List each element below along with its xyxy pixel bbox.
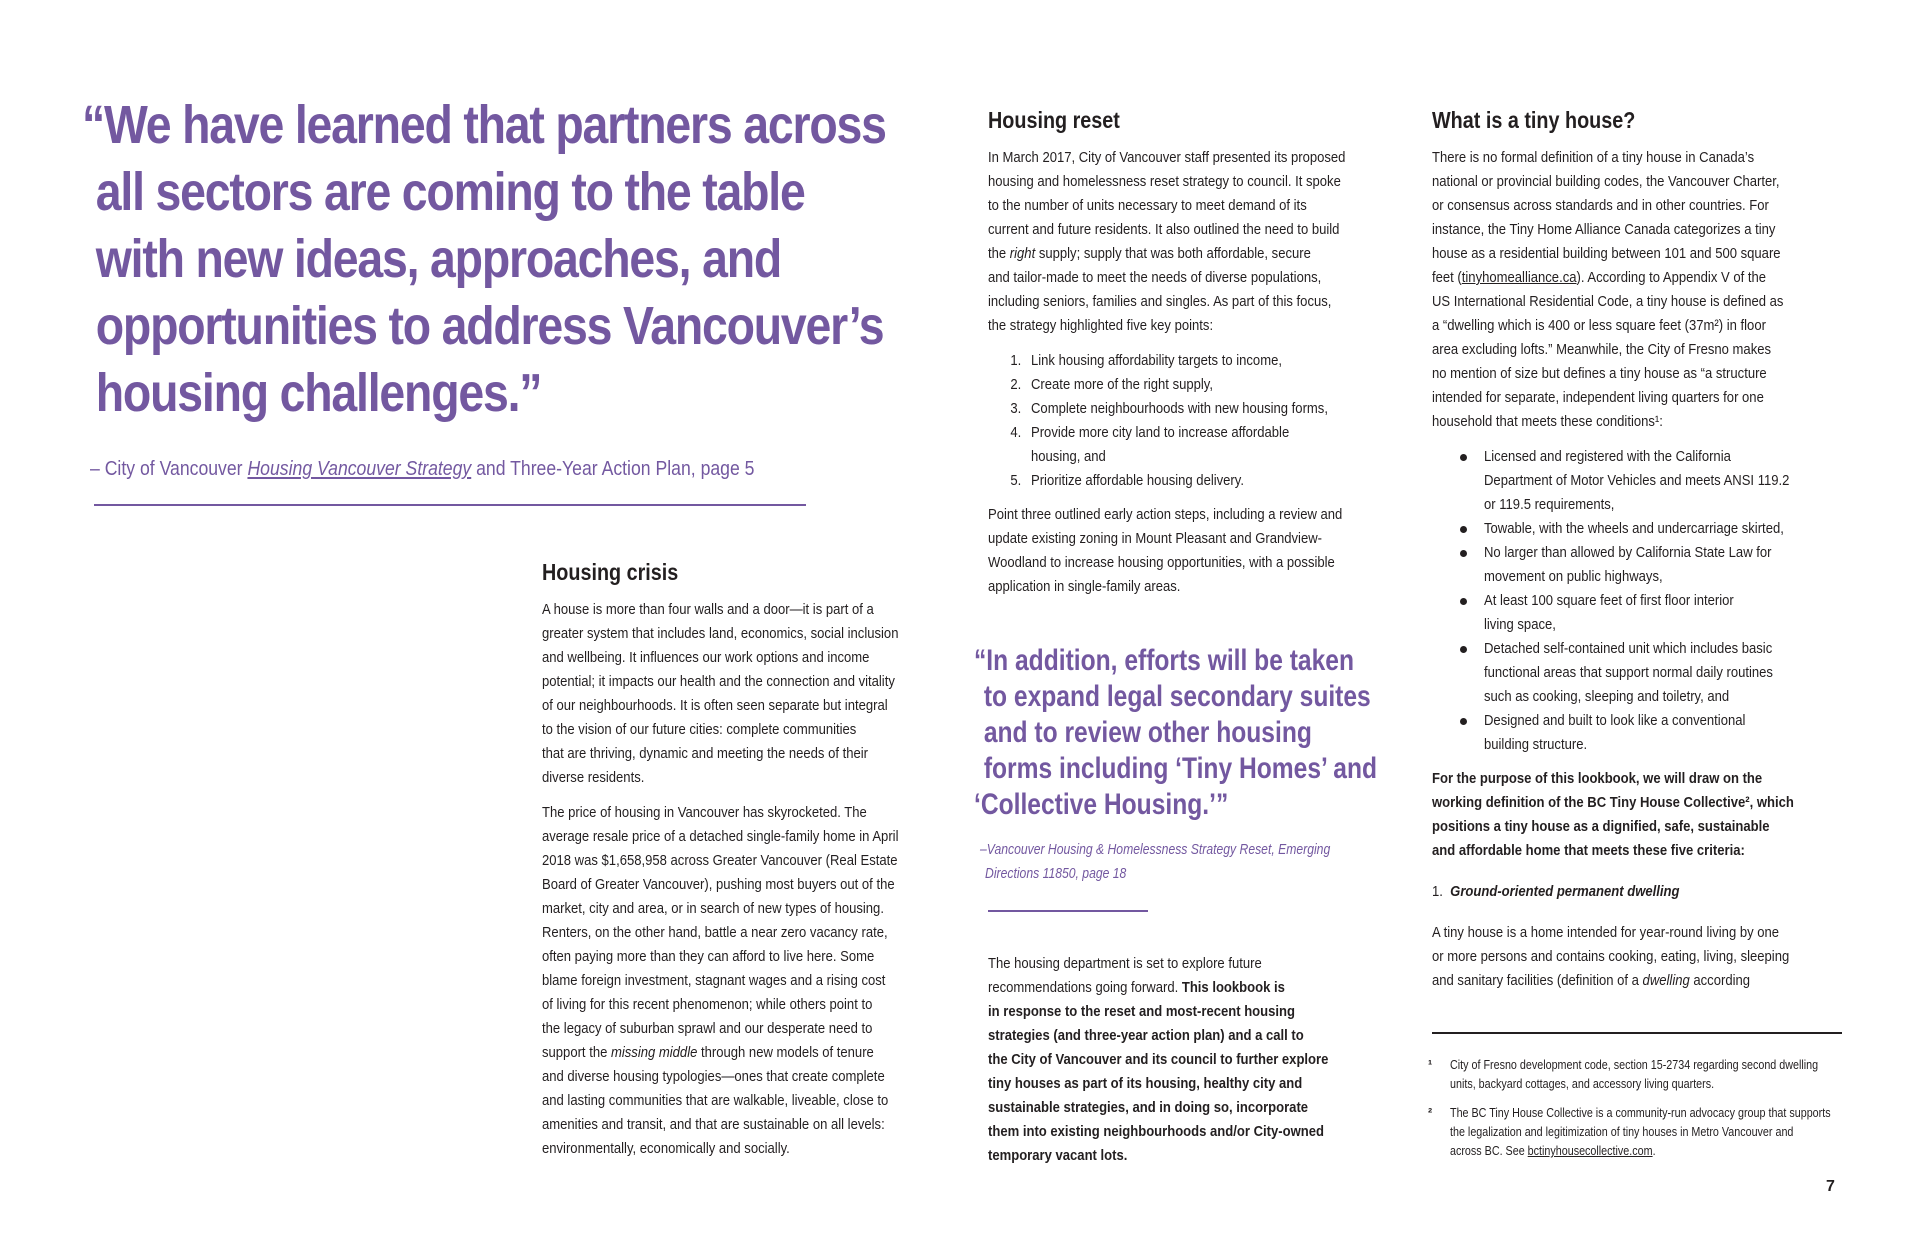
footnote-number: ¹: [1428, 1058, 1433, 1072]
text-line: household that meets these conditions¹:: [1432, 413, 1663, 430]
text-line: A house is more than four walls and a door—it is part of a: [542, 601, 874, 618]
quote-line: and to review other housing: [983, 716, 1312, 749]
bold-run: This lookbook is: [1181, 979, 1285, 996]
criterion-number: 1.: [1432, 883, 1443, 900]
text-line: [542, 1041, 903, 1065]
key-point-text: Provide more city land to increase affordable: [1031, 424, 1290, 441]
text-line: 2018 was $1,658,958 across Greater Vancouver (Real Estate: [542, 852, 898, 869]
pull-quote: [82, 92, 962, 427]
quote-line: to expand legal secondary suites: [983, 680, 1371, 713]
key-point-number: 4.: [1010, 424, 1022, 441]
housing-crisis-paragraph-2: [542, 801, 962, 1161]
attribution-prefix: – City of Vancouver: [90, 457, 248, 480]
text-line: [1432, 266, 1810, 290]
text-line: blame foreign investment, stagnant wages and a rising cost: [542, 972, 886, 989]
text-line: and lasting communities that are walkable, liveable, close to: [542, 1092, 889, 1109]
text-line: [988, 242, 1349, 266]
condition-text: functional areas that support normal daily routines: [1484, 664, 1773, 681]
text-line: diverse residents.: [542, 769, 645, 786]
text-line: temporary vacant lots.: [988, 1147, 1128, 1164]
text-line: instance, the Tiny Home Alliance Canada categorizes a tiny: [1432, 221, 1776, 238]
emphasis: dwelling: [1642, 972, 1690, 989]
text-run: feet (: [1432, 269, 1462, 286]
text-line: City of Fresno development code, section 15-2734 regarding second dwelling: [1450, 1058, 1819, 1072]
key-point-item: [988, 469, 1349, 493]
condition-item-continuation: [1432, 733, 1872, 757]
condition-text: Designed and built to look like a conventional: [1484, 712, 1746, 729]
text-line: to the vision of our future cities: complete communities: [542, 721, 857, 738]
bullet-icon: [1460, 550, 1467, 557]
condition-item: [1432, 589, 1872, 613]
pull-quote-line: all sectors are coming to the table: [95, 162, 805, 222]
footnote-1: [1428, 1056, 1858, 1094]
text-line: [1432, 969, 1810, 993]
text-line: [1450, 1142, 1801, 1161]
pull-quote-line: opportunities to address Vancouver’s: [95, 296, 884, 356]
text-line: environmentally, economically and socially.: [542, 1140, 790, 1157]
pull-quote-line: with new ideas, approaches, and: [95, 229, 782, 289]
pull-quote-rule: [94, 504, 806, 506]
housing-reset-paragraph-1: [988, 146, 1408, 338]
text-line: strategies (and three-year action plan) and a call to: [988, 1027, 1304, 1044]
text-line: intended for separate, independent living quarters for one: [1432, 389, 1764, 406]
housing-crisis-paragraph-1: [542, 598, 962, 790]
key-point-number: 3.: [1010, 400, 1022, 417]
text-line: national or provincial building codes, the Vancouver Charter,: [1432, 173, 1780, 190]
text-line: current and future residents. It also outlined the need to build: [988, 221, 1340, 238]
tiny-house-paragraph-1: [1432, 146, 1872, 434]
text-line: that are thriving, dynamic and meeting the needs of their: [542, 745, 869, 762]
text-line: In March 2017, City of Vancouver staff presented its proposed: [988, 149, 1346, 166]
text-line: often paying more than they can afford to live here. Some: [542, 948, 875, 965]
key-points-list: [988, 349, 1408, 493]
secondary-quote-rule: [988, 910, 1148, 912]
text-line: Renters, on the other hand, battle a near zero vacancy rate,: [542, 924, 888, 941]
condition-item: [1432, 517, 1872, 541]
text-line: greater system that includes land, economics, social inclusion: [542, 625, 899, 642]
text-run: across BC. See: [1450, 1144, 1528, 1158]
text-line: to the number of units necessary to meet demand of its: [988, 197, 1307, 214]
condition-text: At least 100 square feet of first floor interior: [1484, 592, 1734, 609]
key-point-item: [988, 349, 1349, 373]
text-line: amenities and transit, and that are sustainable on all levels:: [542, 1116, 885, 1133]
text-run: and sanitary facilities (definition of a: [1432, 972, 1643, 989]
text-line: a “dwelling which is 400 or less square feet (37m²) in floor: [1432, 317, 1766, 334]
text-line: them into existing neighbourhoods and/or City-owned: [988, 1123, 1324, 1140]
text-line: The BC Tiny House Collective is a community-run advocacy group that supports: [1450, 1106, 1831, 1120]
condition-item: [1432, 541, 1872, 565]
text-line: of our neighbourhoods. It is often seen separate but integral: [542, 697, 888, 714]
quote-line: ‘Collective Housing.’”: [974, 788, 1229, 821]
text-line: and wellbeing. It influences our work options and income: [542, 649, 870, 666]
condition-text: building structure.: [1484, 736, 1588, 753]
key-point-text: housing, and: [1031, 448, 1106, 465]
key-point-number: 1.: [1010, 352, 1022, 369]
page-number: 7: [1826, 1178, 1835, 1195]
key-point-text: Link housing affordability targets to income,: [1031, 352, 1282, 369]
text-line: Woodland to increase housing opportunities, with a possible: [988, 554, 1335, 571]
tiny-house-paragraph-2: [1432, 921, 1872, 993]
housing-reset-paragraph-2: [988, 503, 1408, 599]
text-line: For the purpose of this lookbook, we will draw on the: [1432, 770, 1763, 787]
text-run: through new models of tenure: [697, 1044, 874, 1061]
criterion-1: [1432, 880, 1872, 904]
text-line: working definition of the BC Tiny House Collective², which: [1432, 794, 1794, 811]
pull-quote-attribution: [90, 457, 755, 481]
key-point-item: [988, 373, 1349, 397]
text-run: ). According to Appendix V of the: [1576, 269, 1767, 286]
text-line: the legalization and legitimization of tiny houses in Metro Vancouver and: [1450, 1125, 1794, 1139]
conditions-list: [1432, 445, 1872, 757]
condition-text: or 119.5 requirements,: [1484, 496, 1615, 513]
key-point-number: 2.: [1010, 376, 1022, 393]
text-run: supply; supply that was both affordable, secure: [1035, 245, 1311, 262]
text-line: of living for this recent phenomenon; while others point to: [542, 996, 873, 1013]
condition-text: Towable, with the wheels and undercarriage skirted,: [1484, 520, 1784, 537]
bullet-icon: [1460, 598, 1467, 605]
text-line: The housing department is set to explore future: [988, 955, 1262, 972]
condition-item-continuation: [1432, 613, 1872, 637]
pull-quote-line: housing challenges.”: [95, 363, 542, 423]
bullet-icon: [1460, 454, 1467, 461]
quote-line: forms including ‘Tiny Homes’ and: [983, 752, 1378, 785]
emphasis: right: [1009, 245, 1036, 262]
condition-text: Department of Motor Vehicles and meets ANSI 119.2: [1484, 472, 1790, 489]
text-line: application in single-family areas.: [988, 578, 1181, 595]
text-line: the legacy of suburban sprawl and our desperate need to: [542, 1020, 873, 1037]
condition-item: [1432, 445, 1872, 469]
text-line: A tiny house is a home intended for year-round living by one: [1432, 924, 1780, 941]
text-line: the strategy highlighted five key points:: [988, 317, 1214, 334]
text-line: sustainable strategies, and in doing so, incorporate: [988, 1099, 1309, 1116]
secondary-pull-quote: [974, 643, 1414, 823]
text-line: units, backyard cottages, and accessory living quarters.: [1450, 1077, 1715, 1091]
tiny-house-section: [1432, 108, 1872, 1004]
key-point-text: Create more of the right supply,: [1031, 376, 1213, 393]
condition-item-continuation: [1432, 661, 1872, 685]
text-line: in response to the reset and most-recent housing: [988, 1003, 1295, 1020]
text-run: according: [1689, 972, 1751, 989]
secondary-quote-attribution: [980, 838, 1400, 886]
housing-reset-section: [988, 108, 1408, 610]
text-line: housing and homelessness reset strategy to council. It spoke: [988, 173, 1341, 190]
text-run: recommendations going forward.: [988, 979, 1182, 996]
condition-item-continuation: [1432, 469, 1872, 493]
text-line: and affordable home that meets these five criteria:: [1432, 842, 1745, 859]
text-line: The price of housing in Vancouver has skyrocketed. The: [542, 804, 867, 821]
attribution-line: Directions 11850, page 18: [985, 866, 1127, 882]
key-point-item: [988, 421, 1349, 445]
criterion-title: Ground-oriented permanent dwelling: [1450, 883, 1680, 900]
text-run: .: [1652, 1144, 1656, 1158]
tiny-house-heading: What is a tiny house?: [1432, 107, 1636, 133]
bullet-icon: [1460, 718, 1467, 725]
condition-item-continuation: [1432, 685, 1872, 709]
footnote-2: [1428, 1104, 1858, 1161]
quote-line: “In addition, efforts will be taken: [974, 644, 1354, 677]
footnotes: [1428, 1056, 1858, 1171]
key-point-number: 5.: [1010, 472, 1022, 489]
text-line: Board of Greater Vancouver), pushing most buyers out of the: [542, 876, 895, 893]
criterion-line: [1432, 880, 1810, 904]
text-line: market, city and area, or in search of new types of housing.: [542, 900, 884, 917]
working-definition-paragraph: [1432, 767, 1872, 863]
lookbook-statement: [988, 952, 1408, 1168]
condition-text: Detached self-contained unit which includes basic: [1484, 640, 1773, 657]
text-line: including seniors, families and singles. As part of this focus,: [988, 293, 1332, 310]
text-line: the City of Vancouver and its council to further explore: [988, 1051, 1329, 1068]
key-point-text: Prioritize affordable housing delivery.: [1031, 472, 1244, 489]
text-run: support the: [542, 1044, 611, 1061]
attribution-line: –Vancouver Housing & Homelessness Strategy Reset, Emerging: [980, 842, 1331, 858]
condition-text: such as cooking, sleeping and toiletry, and: [1484, 688, 1730, 705]
footnote-number: ²: [1428, 1106, 1433, 1120]
text-line: no mention of size but defines a tiny house as “a structure: [1432, 365, 1767, 382]
text-line: and tailor-made to meet the needs of diverse populations,: [988, 269, 1322, 286]
text-line: average resale price of a detached single-family home in April: [542, 828, 899, 845]
text-line: There is no formal definition of a tiny house in Canada’s: [1432, 149, 1755, 166]
condition-text: No larger than allowed by California State Law for: [1484, 544, 1772, 561]
text-line: house as a residential building between 101 and 500 square: [1432, 245, 1781, 262]
text-run: the: [988, 245, 1010, 262]
text-line: potential; it impacts our health and the connection and vitality: [542, 673, 895, 690]
tinyhomealliance-link[interactable]: tinyhomealliance.ca: [1461, 269, 1577, 286]
bctinyhousecollective-link[interactable]: bctinyhousecollective.com: [1527, 1144, 1653, 1158]
text-line: positions a tiny house as a dignified, safe, sustainable: [1432, 818, 1770, 835]
attribution-suffix: and Three-Year Action Plan, page 5: [471, 457, 755, 480]
text-line: Point three outlined early action steps, including a review and: [988, 506, 1343, 523]
condition-item-continuation: [1432, 493, 1872, 517]
text-line: or consensus across standards and in other countries. For: [1432, 197, 1769, 214]
housing-crisis-heading: Housing crisis: [542, 559, 679, 585]
text-line: area excluding lofts.” Meanwhile, the City of Fresno makes: [1432, 341, 1772, 358]
condition-text: movement on public highways,: [1484, 568, 1663, 585]
bullet-icon: [1460, 526, 1467, 533]
text-line: or more persons and contains cooking, eating, living, sleeping: [1432, 948, 1790, 965]
text-line: update existing zoning in Mount Pleasant and Grandview-: [988, 530, 1323, 547]
text-line: tiny houses as part of its housing, healthy city and: [988, 1075, 1303, 1092]
bullet-icon: [1460, 646, 1467, 653]
key-point-text: Complete neighbourhoods with new housing forms,: [1031, 400, 1328, 417]
housing-crisis-section: [542, 560, 962, 1172]
text-line: US International Residential Code, a tiny house is defined as: [1432, 293, 1784, 310]
condition-item-continuation: [1432, 565, 1872, 589]
footnote-rule: [1432, 1032, 1842, 1034]
text-line: and diverse housing typologies—ones that create complete: [542, 1068, 885, 1085]
condition-text: living space,: [1484, 616, 1556, 633]
key-point-item: [988, 445, 1349, 469]
key-point-item: [988, 397, 1349, 421]
pull-quote-line: “We have learned that partners across: [82, 95, 886, 155]
housing-reset-heading: Housing reset: [988, 107, 1120, 133]
emphasis: missing middle: [610, 1044, 698, 1061]
text-line: [988, 976, 1349, 1000]
condition-item: [1432, 637, 1872, 661]
condition-text: Licensed and registered with the California: [1484, 448, 1731, 465]
attribution-title-link[interactable]: Housing Vancouver Strategy: [247, 457, 472, 480]
condition-item: [1432, 709, 1872, 733]
